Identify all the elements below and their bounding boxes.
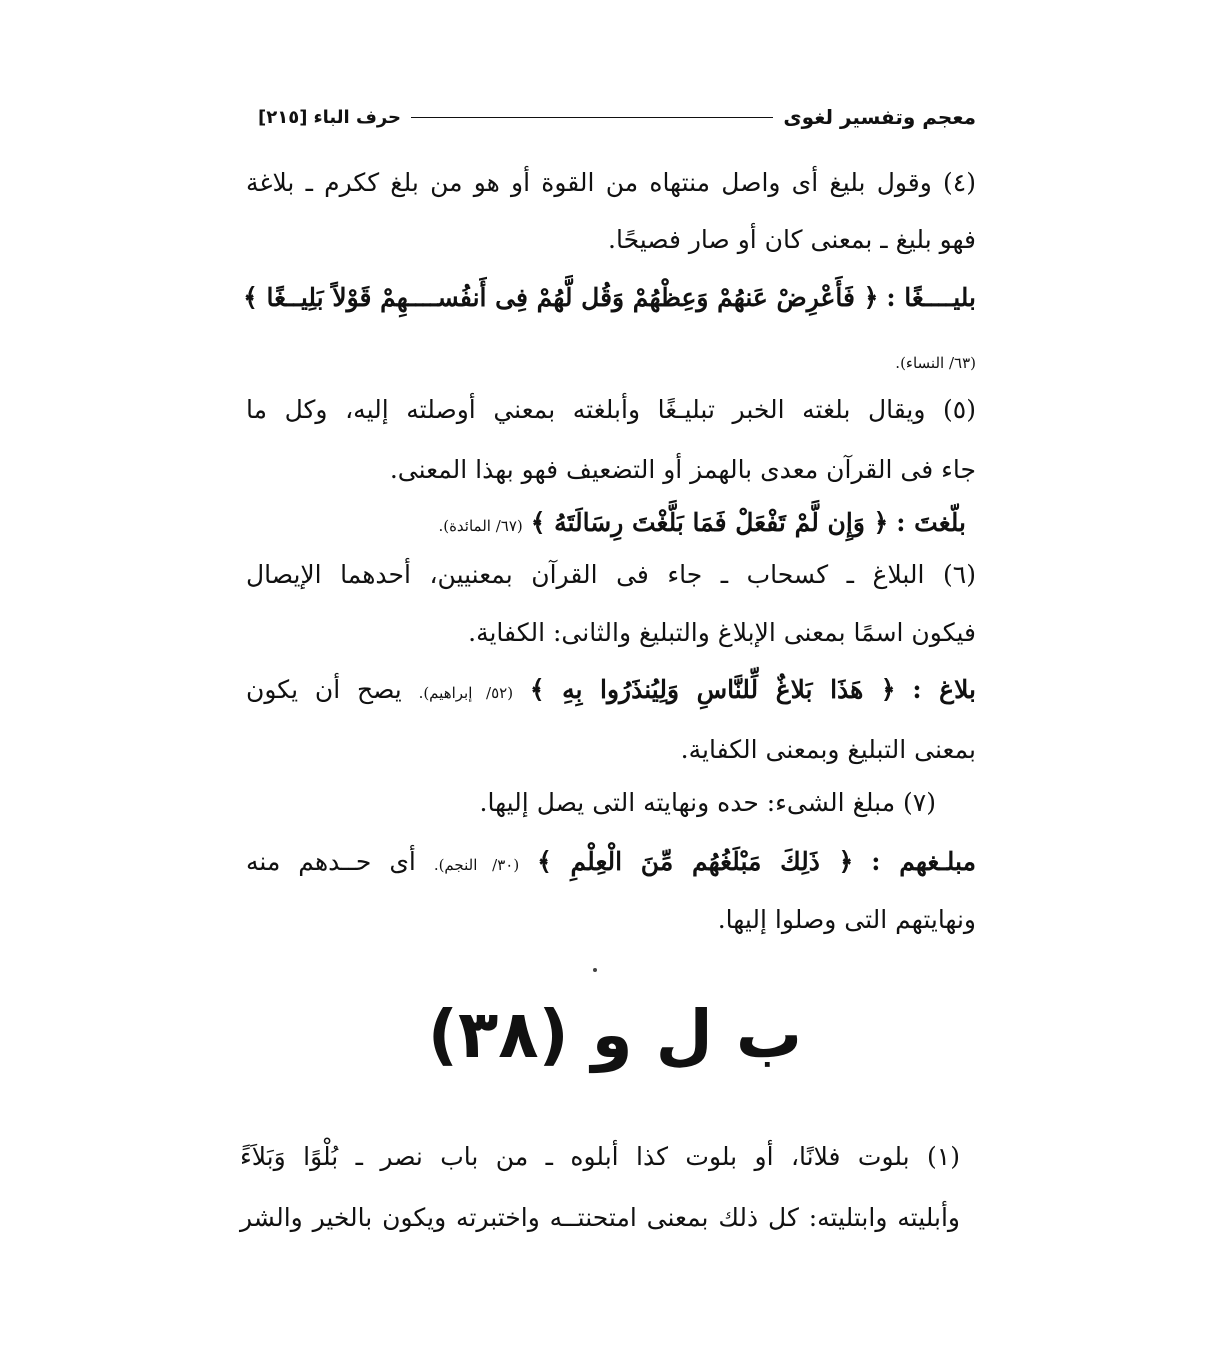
- entry-6-example: [246, 670, 976, 713]
- entry-6-line-1: (٦) البلاغ ـ كسحاب ـ جاء فى القرآن بمعنيين، أحدهما الإيصال: [246, 560, 976, 589]
- example-headword: بليــــغًا :: [886, 283, 976, 312]
- example-continuation: يصح أن يكون: [246, 675, 402, 704]
- page-number: [٢١٥]: [258, 106, 308, 128]
- section-title: حرف الباء: [313, 106, 402, 128]
- book-title: معجم وتفسير لغوى: [783, 105, 976, 129]
- print-speck: [593, 968, 597, 972]
- verse-reference: (٦٣/ النساء).: [895, 354, 976, 372]
- entry-6-line-4: بمعنى التبليغ وبمعنى الكفاية.: [680, 735, 976, 764]
- example-headword: بلاغ :: [912, 675, 976, 704]
- verse-reference: (٣٠/ النجم).: [433, 856, 520, 874]
- header-rule: [411, 117, 773, 118]
- entry-7-line-3: ونهايتهم التى وصلوا إليها.: [717, 905, 976, 934]
- entry-7-line-1: (٧) مبلغ الشىء: حده ونهايته التى يصل إليها.: [479, 788, 936, 817]
- entry-4-line-1: (٤) وقول بليغ أى واصل منتهاه من القوة أو هو من بلغ ككرم ـ بلاغة: [246, 168, 976, 197]
- entry-5-example: [246, 503, 966, 546]
- entry-5-line-2: جاء فى القرآن معدى بالهمز أو التضعيف فهو بهذا المعنى.: [389, 455, 976, 484]
- quran-verse: ﴿ فَأَعْرِضْ عَنهُمْ وَعِظْهُمْ وَقُل لَّهُمْ فِى أَنفُســــهِمْ قَوْلاً بَلِيــغًا ﴾: [243, 283, 879, 312]
- example-headword: مبلـغهم :: [871, 847, 976, 876]
- example-headword: بلّغتَ :: [896, 508, 966, 537]
- entry-4-reference: [246, 340, 976, 383]
- entry-5-line-1: (٥) ويقال بلغته الخبر تبليـغًا وأبلغته بمعني أوصلته إليه، وكل ما: [246, 395, 976, 424]
- verse-reference: (٦٧/ المائدة).: [438, 517, 523, 535]
- root-heading: ب ل و (٣٨): [427, 996, 803, 1073]
- quran-verse: ﴿ وَإِن لَّمْ تَفْعَلْ فَمَا بَلَّغْتَ رِسَالَتَهُ ﴾: [530, 508, 889, 537]
- entry-6-line-2: فيكون اسمًا بمعنى الإبلاغ والتبليغ والثانى: الكفاية.: [468, 618, 976, 647]
- verse-reference: (٥٢/ إبراهيم).: [418, 684, 514, 702]
- root-entry-1-line-2: وأبليته وابتليته: كل ذلك بمعنى امتحنتــه واختبرته ويكون بالخير والشر: [240, 1203, 960, 1232]
- running-header: [258, 100, 976, 134]
- entry-4-example: [243, 278, 976, 318]
- quran-verse: ﴿ هَذَا بَلاغٌ لِّلنَّاسِ وَلِيُنذَرُوا بِهِ ﴾: [529, 675, 896, 704]
- entry-4-line-2: فهو بليغ ـ بمعنى كان أو صار فصيحًا.: [608, 225, 976, 254]
- entry-7-example: [246, 842, 976, 885]
- quran-verse: ﴿ ذَلِكَ مَبْلَغُهُم مِّنَ الْعِلْمِ ﴾: [537, 847, 854, 876]
- root-entry-1-line-1: (١) بلوت فلانًا، أو بلوت كذا أبلوه ـ من باب نصر ـ بُلْوًا وَبَلاَءً: [240, 1142, 960, 1171]
- example-continuation: أى حــدهم منه: [246, 847, 416, 876]
